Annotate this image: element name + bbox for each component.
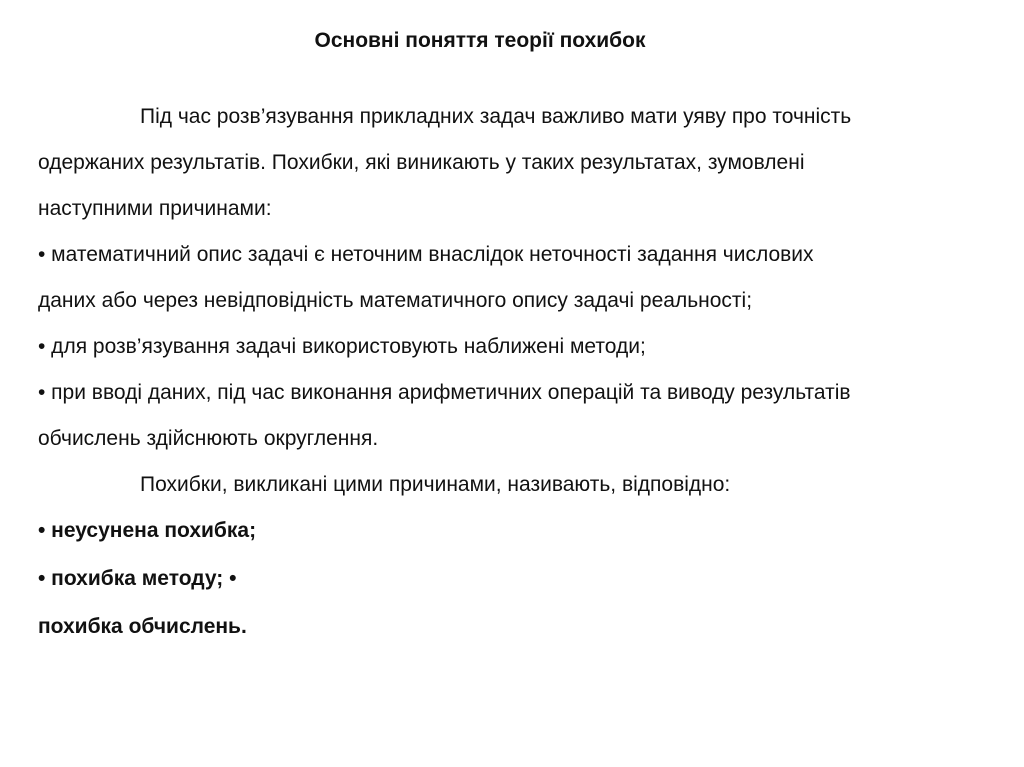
paragraph-line: Під час розв’язування прикладних задач важливо мати уяву про точність (140, 105, 852, 128)
bullet-line: • при вводі даних, під час виконання арифметичних операцій та виводу результатів (38, 381, 851, 404)
bullet-continuation: обчислень здійснюють округлення. (38, 427, 379, 450)
bullet-line: • для розв’язування задачі використовують наближені методи; (38, 335, 646, 358)
error-type-item: похибка обчислень. (38, 615, 247, 638)
paragraph-line: одержаних результатів. Похибки, які виникають у таких результатах, зумовлені (38, 151, 805, 174)
bullet-line: • математичний опис задачі є неточним внаслідок неточності задання числових (38, 243, 814, 266)
paragraph-line: Похибки, викликані цими причинами, називають, відповідно: (140, 473, 731, 496)
error-type-item: • неусунена похибка; (38, 519, 257, 542)
paragraph-line: наступними причинами: (38, 197, 272, 220)
error-type-item: • похибка методу; • (38, 567, 237, 590)
bullet-continuation: даних або через невідповідність математичного опису задачі реальності; (38, 289, 753, 312)
slide-title: Основні поняття теорії похибок (314, 29, 646, 52)
